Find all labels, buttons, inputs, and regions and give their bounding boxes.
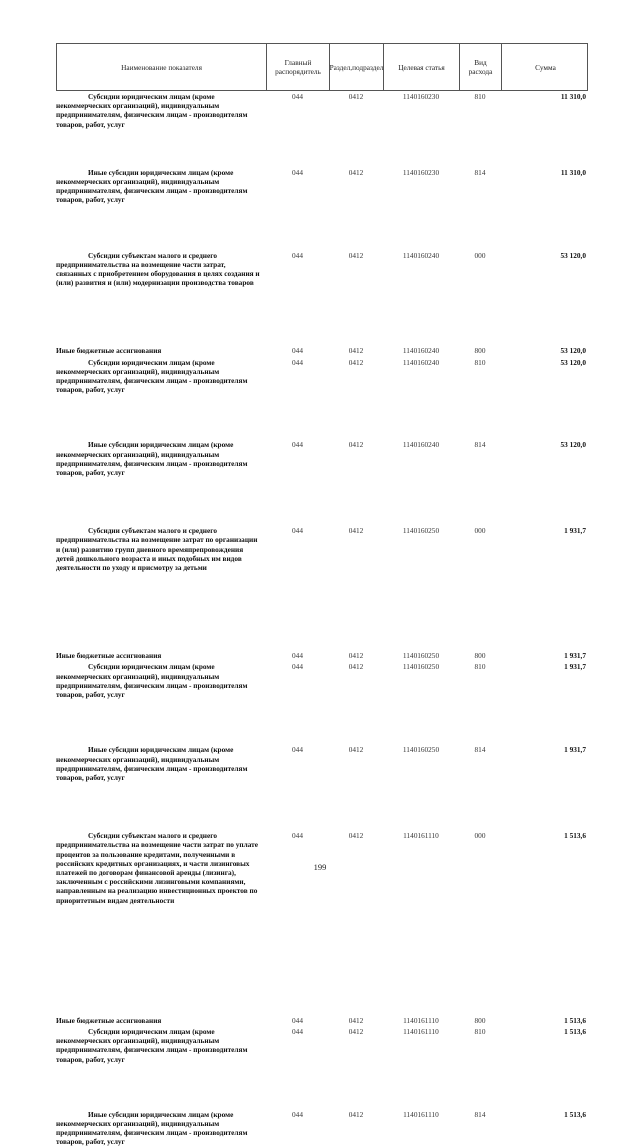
table-row: [56, 168, 588, 205]
row-kind: 800: [474, 346, 486, 356]
row-target: 1140160240: [402, 357, 440, 367]
row-section: 0412: [348, 526, 364, 536]
table-row: [56, 1016, 588, 1025]
row-name: Иные субсидии юридическим лицам (кроме некоммерческих организаций), индивидуальным предпринимателям, физическим лицам - производителям товаров, работ, услуг: [56, 1109, 248, 1147]
row-kind: 810: [474, 662, 486, 672]
row-name: Субсидии юридическим лицам (кроме некоммерческих организаций), индивидуальным предпринимателям, физическим лицам - производителям товаров, работ, услуг: [56, 662, 248, 700]
row-target: 1140160250: [402, 662, 440, 672]
row-manager: 044: [292, 662, 303, 672]
row-target: 1140160250: [402, 651, 440, 661]
row-manager: 044: [292, 92, 303, 101]
table-row: [56, 651, 588, 660]
row-kind: 800: [474, 1015, 486, 1025]
row-section: 0412: [348, 167, 364, 177]
row-section: 0412: [348, 1109, 364, 1119]
table-row: [56, 1027, 588, 1064]
header-name: Наименование показателя: [57, 44, 267, 90]
row-sum: 1 931,7: [564, 745, 586, 755]
row-manager: 044: [292, 651, 303, 661]
row-manager: 044: [292, 1015, 303, 1025]
row-kind: 810: [474, 357, 486, 367]
row-manager: 044: [292, 831, 303, 841]
row-name: Субсидии субъектам малого и среднего предпринимательства на возмещение части затрат, связанных с приобретением оборудования в целях создания и (или) развития и (или) модернизации производства товаров: [56, 250, 260, 288]
row-target: 1140160250: [402, 526, 440, 536]
row-target: 1140160230: [402, 92, 440, 101]
row-target: 1140160240: [402, 440, 440, 450]
row-section: 0412: [348, 662, 364, 672]
row-section: 0412: [348, 1026, 364, 1036]
row-kind: 000: [474, 526, 486, 536]
row-name: Иные субсидии юридическим лицам (кроме некоммерческих организаций), индивидуальным предпринимателям, физическим лицам - производителям товаров, работ, услуг: [56, 745, 248, 782]
row-kind: 810: [474, 1026, 486, 1036]
row-manager: 044: [292, 526, 303, 536]
row-sum: 53 120,0: [560, 357, 586, 367]
row-section: 0412: [348, 250, 364, 260]
table-body: [56, 92, 588, 1147]
row-target: 1140161110: [403, 1109, 439, 1119]
row-name: Иные субсидии юридическим лицам (кроме некоммерческих организаций), индивидуальным предпринимателям, физическим лицам - производителям товаров, работ, услуг: [56, 167, 248, 205]
row-kind: 810: [474, 92, 486, 101]
row-kind: 800: [474, 651, 486, 661]
row-sum: 53 120,0: [560, 250, 586, 260]
row-target: 1140160250: [402, 745, 440, 755]
row-name: Субсидии субъектам малого и среднего предпринимательства на возмещение части затрат по уплате процентов за пользование кредитами, полученными в российских кредитных организациях, и части лизинговых платежей по договорам финансовой аренды (лизинга), заключенным с российскими лизинговыми компаниями, направленным на реализацию инвестиционных проектов по приоритетным видам деятельности: [56, 831, 258, 905]
row-kind: 814: [474, 745, 486, 755]
header-sum: Сумма: [535, 62, 556, 72]
row-manager: 044: [292, 1109, 303, 1119]
row-manager: 044: [292, 440, 303, 450]
row-target: 1140161110: [403, 1015, 439, 1025]
row-kind: 814: [474, 1109, 486, 1119]
row-manager: 044: [292, 167, 303, 177]
row-sum: 1 513,6: [564, 1026, 586, 1036]
row-section: 0412: [348, 346, 364, 356]
row-section: 0412: [348, 831, 364, 841]
page-number: 199: [313, 862, 327, 872]
row-sum: 11 310,0: [560, 167, 586, 177]
row-section: 0412: [348, 357, 364, 367]
header-section: Раздел,подраздел: [330, 44, 384, 90]
table-row: [56, 1110, 588, 1147]
row-manager: 044: [292, 745, 303, 755]
row-name: Иные субсидии юридическим лицам (кроме некоммерческих организаций), индивидуальным предпринимателям, физическим лицам - производителям товаров, работ, услуг: [56, 440, 248, 478]
row-target: 1140160240: [402, 250, 440, 260]
table-header: [56, 43, 588, 91]
row-manager: 044: [292, 250, 303, 260]
row-manager: 044: [292, 346, 303, 356]
row-sum: 1 931,7: [564, 651, 586, 661]
header-target: Целевая статья: [384, 44, 460, 90]
table-row: [56, 526, 588, 572]
row-target: 1140160230: [402, 167, 440, 177]
row-name: Субсидии юридическим лицам (кроме некоммерческих организаций), индивидуальным предпринимателям, физическим лицам - производителям товаров, работ, услуг: [56, 92, 248, 129]
row-section: 0412: [348, 1015, 364, 1025]
row-sum: 1 931,7: [564, 526, 586, 536]
row-section: 0412: [348, 440, 364, 450]
row-name: Иные бюджетные ассигнования: [56, 1015, 162, 1025]
row-name: Субсидии юридическим лицам (кроме некоммерческих организаций), индивидуальным предпринимателям, физическим лицам - производителям товаров, работ, услуг: [56, 1026, 248, 1064]
row-sum: 1 931,7: [564, 662, 586, 672]
row-name: Субсидии субъектам малого и среднего предпринимательства на возмещение затрат по организации и (или) развитию групп дневного времяпрепровождения детей дошкольного возраста и иных подобных им видов деятельности по уходу и присмотру за детьми: [56, 526, 258, 573]
row-section: 0412: [348, 92, 364, 101]
table-row: [56, 358, 588, 395]
table-row: [56, 92, 588, 129]
table-row: [56, 346, 588, 355]
row-manager: 044: [292, 357, 303, 367]
row-sum: 53 120,0: [560, 440, 586, 450]
row-target: 1140161110: [403, 1026, 439, 1036]
row-name: Иные бюджетные ассигнования: [56, 651, 162, 661]
row-section: 0412: [348, 651, 364, 661]
table-row: [56, 745, 588, 782]
row-kind: 000: [474, 831, 486, 841]
row-kind: 814: [474, 440, 486, 450]
row-kind: 000: [474, 250, 486, 260]
row-name: Иные бюджетные ассигнования: [56, 346, 162, 356]
table-row: [56, 440, 588, 477]
table-row: [56, 662, 588, 699]
row-target: 1140161110: [403, 831, 439, 841]
row-sum: 11 310,0: [560, 92, 586, 101]
row-sum: 1 513,6: [564, 1109, 586, 1119]
row-sum: 1 513,6: [564, 831, 586, 841]
row-target: 1140160240: [402, 346, 440, 356]
header-manager: Главный распорядитель: [267, 44, 330, 90]
row-kind: 814: [474, 167, 486, 177]
header-kind: Вид расхода: [460, 44, 502, 90]
row-sum: 1 513,6: [564, 1015, 586, 1025]
row-name: Субсидии юридическим лицам (кроме некоммерческих организаций), индивидуальным предпринимателям, физическим лицам - производителям товаров, работ, услуг: [56, 357, 248, 395]
row-manager: 044: [292, 1026, 303, 1036]
row-sum: 53 120,0: [560, 346, 586, 356]
row-section: 0412: [348, 745, 364, 755]
table-row: [56, 251, 588, 288]
